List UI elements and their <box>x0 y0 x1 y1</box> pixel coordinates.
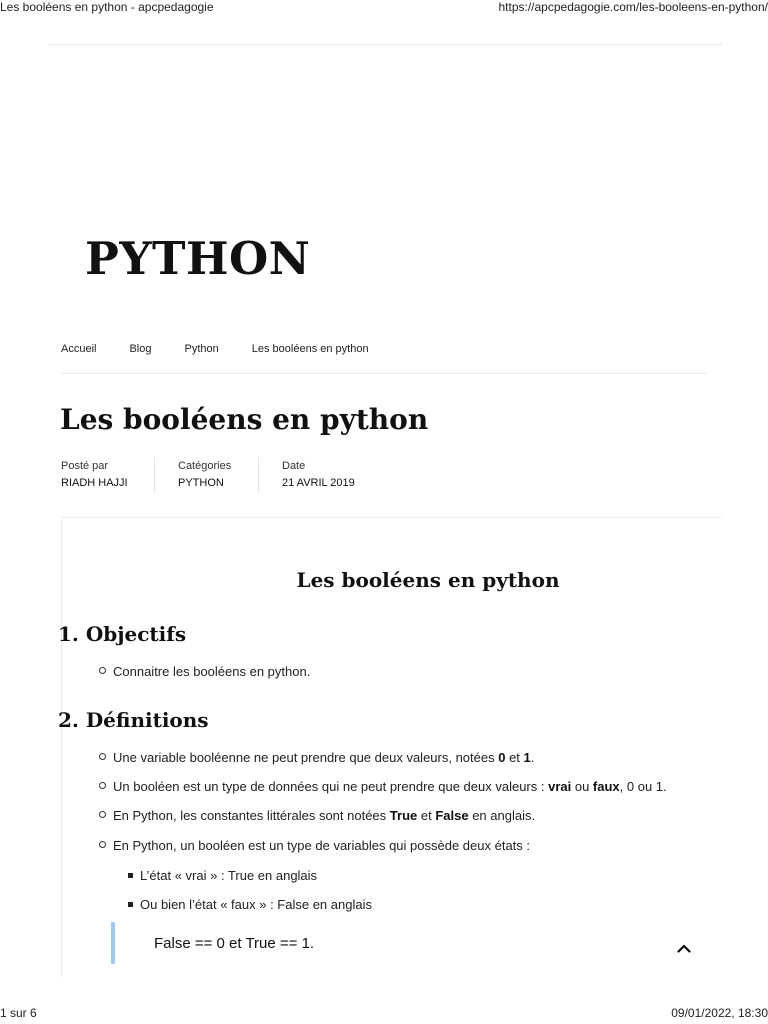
meta-date-label: Date <box>282 460 306 472</box>
sub-list-item <box>128 897 372 912</box>
print-page-url: https://apcpedagogie.com/les-booleens-en-python/ <box>498 0 768 14</box>
sub-list-item <box>128 868 317 883</box>
meta-author-link[interactable]: RIADH HAJJI <box>61 477 128 489</box>
list-item-text: Une variable booléenne ne peut prendre que deux valeurs, notées <box>113 750 499 765</box>
print-page-number: 1 sur 6 <box>0 1006 37 1020</box>
circle-bullet-icon <box>99 841 106 848</box>
breadcrumb-divider <box>61 373 707 374</box>
meta-date-value: 21 AVRIL 2019 <box>282 477 355 489</box>
bold-term: 0 <box>498 750 506 765</box>
bold-term: True <box>389 808 418 823</box>
print-datetime: 09/01/2022, 18:30 <box>671 1006 768 1020</box>
list-item-text: , 0 ou 1. <box>619 779 667 794</box>
quote-accent-bar <box>111 922 115 964</box>
circle-bullet-icon <box>99 667 106 674</box>
meta-separator <box>154 457 155 493</box>
list-item <box>99 750 534 765</box>
bold-term: 1 <box>523 750 531 765</box>
list-item-text: et <box>505 750 524 765</box>
header-divider <box>48 44 722 45</box>
meta-category <box>178 457 231 489</box>
bold-term: False <box>435 808 469 823</box>
list-item-text: Connaitre les booléens en python. <box>113 664 311 679</box>
list-item <box>99 838 530 853</box>
list-item <box>99 664 310 679</box>
post-meta <box>0 457 768 493</box>
bold-term: faux <box>592 779 620 794</box>
square-bullet-icon <box>128 873 133 878</box>
print-page-title: Les booléens en python - apcpedagogie <box>0 0 214 14</box>
section-heading-definitions: 2. Définitions <box>58 708 209 732</box>
scroll-to-top-button[interactable] <box>672 936 696 960</box>
meta-author-label: Posté par <box>61 460 109 472</box>
list-item-text: ou <box>571 779 593 794</box>
list-item <box>99 779 667 794</box>
list-item-text: en anglais. <box>468 808 536 823</box>
meta-date <box>282 457 355 489</box>
section-heading-objectifs: 1. Objectifs <box>58 622 187 646</box>
circle-bullet-icon <box>99 753 106 760</box>
sub-list-item-text: Ou bien l’état « faux » : False en anglais <box>140 897 372 912</box>
breadcrumb-item-accueil[interactable]: Accueil <box>61 343 97 355</box>
breadcrumb-item-blog[interactable]: Blog <box>129 343 152 355</box>
meta-category-link[interactable]: PYTHON <box>178 477 224 489</box>
breadcrumb <box>61 343 402 355</box>
breadcrumb-item-current[interactable]: Les booléens en python <box>251 343 369 355</box>
list-item-text: Un booléen est un type de données qui ne peut prendre que deux valeurs : <box>113 779 549 794</box>
circle-bullet-icon <box>99 811 106 818</box>
list-item-text: En Python, un booléen est un type de variables qui possède deux états : <box>113 838 531 853</box>
chevron-up-icon <box>677 944 691 953</box>
article-title: Les booléens en python <box>296 568 560 592</box>
sub-list-item-text: L’état « vrai » : True en anglais <box>140 868 318 883</box>
bold-term: vrai <box>548 779 572 794</box>
quote-text: False == 0 et True == 1. <box>154 935 315 952</box>
meta-author <box>61 457 128 489</box>
print-footer <box>0 1006 768 1024</box>
page-title: Les booléens en python <box>60 403 429 436</box>
square-bullet-icon <box>128 902 133 907</box>
meta-category-label: Catégories <box>178 460 232 472</box>
list-item <box>99 808 535 823</box>
list-item-text: En Python, les constantes littérales sont notées <box>113 808 390 823</box>
content-border-top <box>61 517 722 518</box>
code-quote-block <box>111 922 511 964</box>
circle-bullet-icon <box>99 782 106 789</box>
site-logo[interactable]: PYTHON <box>85 232 311 285</box>
print-header <box>0 0 768 16</box>
list-item-text: et <box>417 808 436 823</box>
meta-separator <box>258 457 259 493</box>
breadcrumb-item-python[interactable]: Python <box>184 343 219 355</box>
list-item-text: . <box>530 750 535 765</box>
